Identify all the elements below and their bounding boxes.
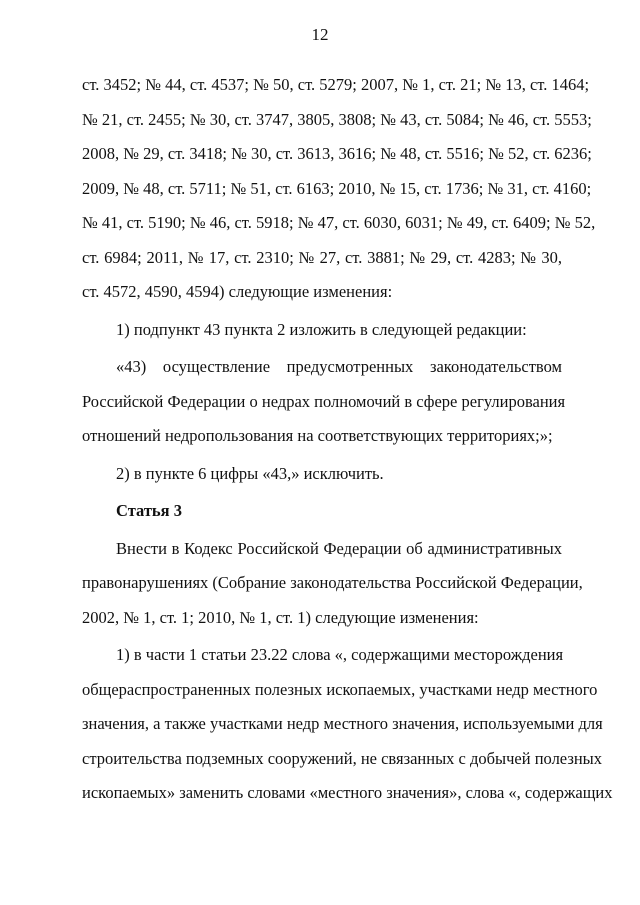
article-heading: Статья 3 bbox=[116, 501, 182, 520]
text-line: Внести в Кодекс Российской Федерации об административных bbox=[116, 538, 562, 558]
text-line: 2) в пункте 6 цифры «43,» исключить. bbox=[116, 463, 384, 483]
text-line: ископаемых» заменить словами «местного значения», слова «, содержащих bbox=[82, 783, 613, 802]
text-line: 2009, № 48, ст. 5711; № 51, ст. 6163; 2010, № 15, ст. 1736; № 31, ст. 4160; bbox=[82, 178, 592, 198]
page-number: 12 bbox=[311, 25, 329, 44]
text-line: 2008, № 29, ст. 3418; № 30, ст. 3613, 3616; № 48, ст. 5516; № 52, ст. 6236; bbox=[82, 144, 592, 163]
text-line: ст. 3452; № 44, ст. 4537; № 50, ст. 5279; 2007, № 1, ст. 21; № 13, ст. 1464; bbox=[82, 75, 590, 94]
text-line: «43) осуществление предусмотренных законодательством bbox=[116, 357, 562, 376]
text-line: ст. 6984; 2011, № 17, ст. 2310; № 27, ст. 3881; № 29, ст. 4283; № 30, bbox=[82, 247, 562, 267]
text-line: № 21, ст. 2455; № 30, ст. 3747, 3805, 3808; № 43, ст. 5084; № 46, ст. 5553; bbox=[82, 109, 592, 129]
text-line: № 41, ст. 5190; № 46, ст. 5918; № 47, ст. 6030, 6031; № 49, ст. 6409; № 52, bbox=[82, 213, 596, 232]
text-line: отношений недропользования на соответствующих территориях;»; bbox=[82, 426, 553, 445]
text-line: 1) в части 1 статьи 23.22 слова «, содержащими месторождения bbox=[116, 645, 564, 664]
text-line: 1) подпункт 43 пункта 2 изложить в следующей редакции: bbox=[116, 319, 527, 339]
document-body bbox=[82, 68, 613, 811]
text-line: общераспространенных полезных ископаемых, участками недр местного bbox=[82, 679, 598, 699]
text-line: значения, а также участками недр местного значения, используемыми для bbox=[82, 714, 603, 733]
text-line: Российской Федерации о недрах полномочий в сфере регулирования bbox=[82, 391, 566, 411]
text-line: правонарушениях (Собрание законодательства Российской Федерации, bbox=[82, 573, 583, 592]
text-line: ст. 4572, 4590, 4594) следующие изменения: bbox=[82, 282, 393, 301]
text-line: 2002, № 1, ст. 1; 2010, № 1, ст. 1) следующие изменения: bbox=[82, 607, 479, 627]
text-line: строительства подземных сооружений, не связанных с добычей полезных bbox=[82, 748, 603, 768]
